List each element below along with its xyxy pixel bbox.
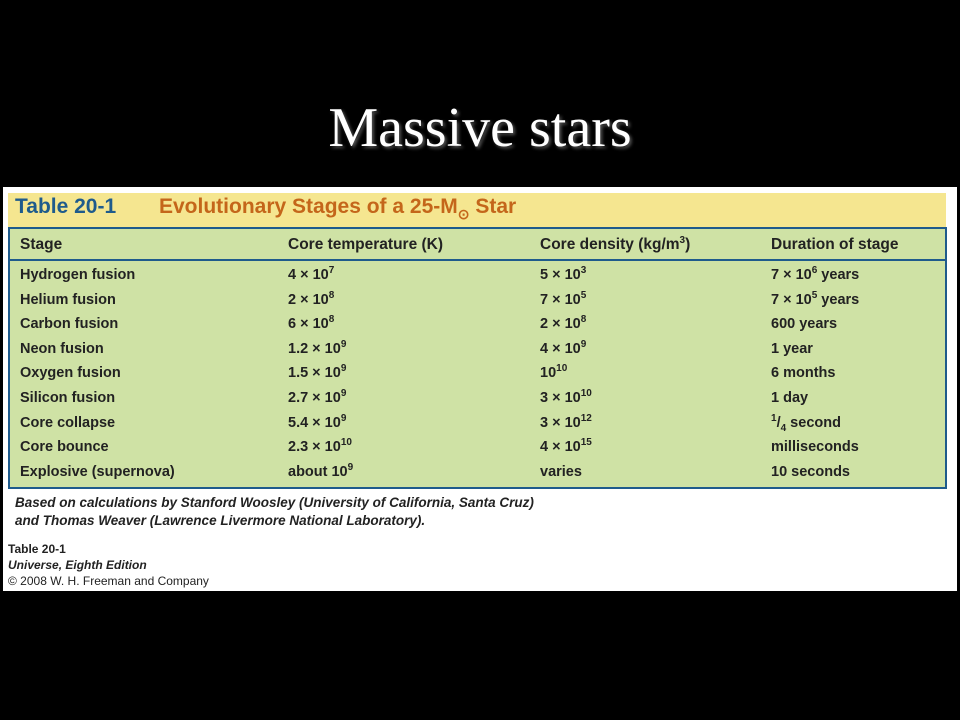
table-note-line-1: Based on calculations by Stanford Woosley (University of California, Santa Cruz) — [15, 495, 534, 510]
table-cell-core-density: $4 \times 10^{15}$ — [540, 437, 592, 456]
table-cell-core-temperature: about $10^9$ — [288, 461, 354, 480]
table-heading-prefix: Evolutionary Stages of a 25-M — [159, 195, 458, 218]
table-cell-core-temperature: $1.2 \times 10^9$ — [288, 338, 347, 357]
table-cell-core-temperature: $6 \times 10^8$ — [288, 314, 335, 333]
credit-copyright: © 2008 W. H. Freeman and Company — [8, 574, 209, 588]
table-cell-core-density: $3 \times 10^{10}$ — [540, 388, 592, 406]
table-cell-core-temperature: $2.7 \times 10^9$ — [288, 388, 347, 406]
credit-book-title: Universe, Eighth Edition — [8, 558, 147, 572]
sun-symbol-icon: ⊙ — [457, 206, 470, 222]
table-cell-duration: $^1/_4$ second — [771, 412, 841, 434]
table-cell-core-density: $2 \times 10^8$ — [540, 314, 587, 333]
table-cell-core-density: $4 \times 10^9$ — [540, 338, 587, 357]
table-cell-stage: Oxygen fusion — [20, 365, 121, 382]
data-table — [8, 227, 947, 489]
table-figure — [3, 187, 957, 591]
table-cell-duration: milliseconds — [771, 439, 859, 456]
header-divider — [10, 259, 945, 261]
table-cell-core-density: $7 \times 10^5$ — [540, 289, 587, 308]
table-cell-core-density: $5 \times 10^3$ — [540, 265, 587, 283]
table-cell-stage: Helium fusion — [20, 291, 116, 308]
table-cell-duration: 1 year — [771, 340, 813, 357]
table-cell-duration: 600 years — [771, 316, 838, 333]
column-header-core-temperature: Core temperature (K) — [288, 236, 444, 253]
table-cell-stage: Neon fusion — [20, 340, 104, 357]
table-cell-duration: $7 \times 10^6$ years — [771, 265, 860, 283]
table-cell-core-temperature: $2.3 \times 10^{10}$ — [288, 437, 352, 456]
column-header-stage: Stage — [20, 236, 63, 253]
table-cell-duration: 1 day — [771, 390, 809, 406]
table-cell-core-temperature: $1.5 \times 10^9$ — [288, 363, 347, 382]
table-label: Table 20-1 — [15, 195, 117, 218]
table-cell-core-temperature: $2 \times 10^8$ — [288, 289, 335, 308]
table-heading-suffix: Star — [469, 195, 517, 218]
column-header-duration: Duration of stage — [771, 236, 899, 253]
column-header-core-density: Core density $(kg/m^3)$ — [540, 234, 691, 253]
table-cell-core-density: $3 \times 10^{12}$ — [540, 412, 592, 431]
table-cell-stage: Explosive (supernova) — [20, 463, 175, 480]
table-cell-duration: 10 seconds — [771, 463, 850, 480]
table-note-line-2: and Thomas Weaver (Lawrence Livermore National Laboratory). — [15, 513, 426, 528]
table-cell-core-density: $10^{10}$ — [540, 363, 568, 382]
slide-title: Massive stars — [328, 97, 632, 159]
table-cell-core-temperature: $5.4 \times 10^9$ — [288, 412, 347, 431]
credit-table-number: Table 20-1 — [8, 542, 66, 556]
table-cell-stage: Carbon fusion — [20, 316, 119, 333]
table-cell-duration: $7 \times 10^5$ years — [771, 289, 860, 308]
table-cell-stage: Hydrogen fusion — [20, 267, 136, 283]
table-cell-core-temperature: $4 \times 10^7$ — [288, 265, 335, 283]
table-cell-duration: 6 months — [771, 365, 836, 382]
table-cell-stage: Core collapse — [20, 414, 116, 431]
table-heading — [159, 195, 516, 223]
table-cell-core-density: varies — [540, 463, 582, 480]
table-cell-stage: Core bounce — [20, 439, 109, 456]
table-cell-stage: Silicon fusion — [20, 390, 116, 406]
